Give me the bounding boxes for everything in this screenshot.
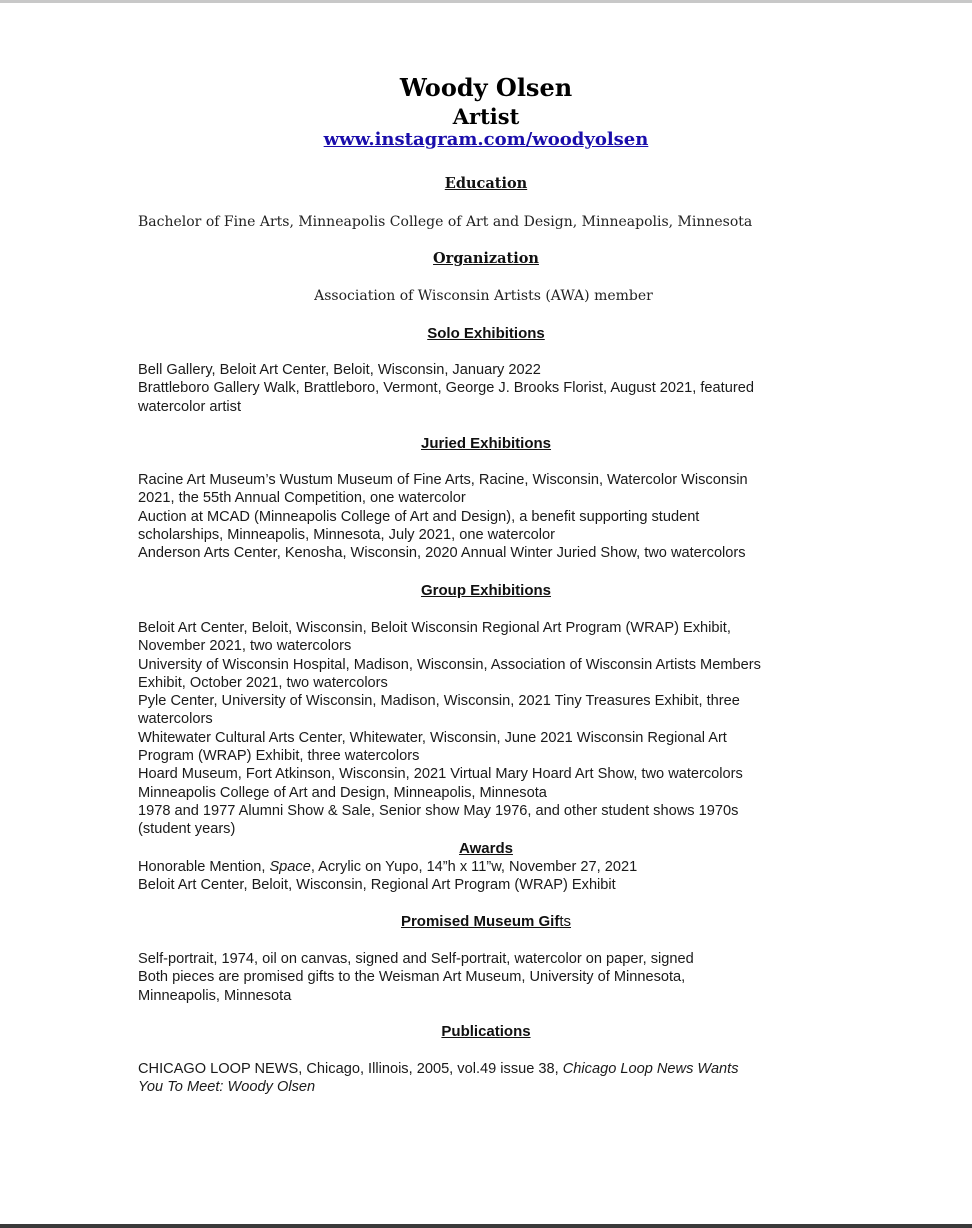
publications-heading: Publications: [441, 1023, 531, 1040]
list-item: University of Wisconsin Hospital, Madison, Wisconsin, Association of Wisconsin Artists Members: [138, 656, 761, 673]
list-item: Self-portrait, 1974, oil on canvas, signed and Self-portrait, watercolor on paper, signed: [138, 951, 694, 967]
list-item: Racine Art Museum’s Wustum Museum of Fine Arts, Racine, Wisconsin, Watercolor Wisconsin: [138, 472, 748, 488]
publication-title: Chicago Loop News Wants: [562, 1061, 739, 1077]
award-details: , Acrylic on Yupo, 14”h x 11”w, November 27, 2021: [310, 859, 638, 875]
publication-source: CHICAGO LOOP NEWS, Chicago, Illinois, 2005, vol.49 issue 38,: [138, 1061, 563, 1077]
list-item: Bell Gallery, Beloit Art Center, Beloit, Wisconsin, January 2022: [138, 362, 541, 378]
group-exhibitions-list: [138, 619, 838, 839]
list-item: Minneapolis, Minnesota: [138, 987, 292, 1004]
list-item: Program (WRAP) Exhibit, three watercolors: [138, 748, 420, 765]
solo-exhibitions-heading: Solo Exhibitions: [427, 325, 545, 342]
education-text: Bachelor of Fine Arts, Minneapolis College of Art and Design, Minneapolis, Minnesota: [138, 214, 753, 230]
list-item: Auction at MCAD (Minneapolis College of Art and Design), a benefit supporting student: [138, 508, 700, 525]
awards-heading: Awards: [459, 840, 513, 857]
list-item: [138, 1060, 838, 1078]
artist-name: Woody Olsen: [399, 73, 573, 102]
promised-gifts-heading: Promised Museum Gifts: [400, 913, 572, 930]
publications-list: [138, 1060, 838, 1097]
list-item: [138, 1078, 838, 1096]
solo-exhibitions-list: [138, 361, 838, 416]
list-item: 2021, the 55th Annual Competition, one watercolor: [138, 490, 466, 507]
artwork-title: Space: [269, 859, 311, 875]
list-item: 1978 and 1977 Alumni Show & Sale, Senior show May 1976, and other student shows 1970s: [138, 802, 739, 819]
organization-heading: Organization: [433, 250, 539, 267]
group-exhibitions-heading: Group Exhibitions: [421, 582, 551, 599]
list-item: [138, 858, 838, 876]
list-item: Both pieces are promised gifts to the Weisman Art Museum, University of Minnesota,: [138, 969, 686, 986]
list-item: Minneapolis College of Art and Design, Minneapolis, Minnesota: [138, 784, 547, 801]
list-item: watercolor artist: [138, 398, 241, 415]
juried-exhibitions-list: [138, 471, 838, 562]
page-bottom-edge: [0, 1224, 972, 1228]
list-item: Brattleboro Gallery Walk, Brattleboro, Vermont, George J. Brooks Florist, August 2021, featured: [138, 380, 754, 397]
award-prefix: Honorable Mention,: [138, 859, 270, 875]
list-item: Beloit Art Center, Beloit, Wisconsin, Beloit Wisconsin Regional Art Program (WRAP) Exhibit,: [138, 620, 731, 636]
list-item: November 2021, two watercolors: [138, 638, 352, 655]
list-item: Beloit Art Center, Beloit, Wisconsin, Regional Art Program (WRAP) Exhibit: [138, 877, 616, 894]
list-item: scholarships, Minneapolis, Minnesota, July 2021, one watercolor: [138, 526, 555, 543]
list-item: Whitewater Cultural Arts Center, Whitewater, Wisconsin, June 2021 Wisconsin Regional Art: [138, 729, 727, 746]
promised-gifts-list: [138, 950, 838, 1005]
list-item: (student years): [138, 821, 236, 838]
artist-role: Artist: [452, 104, 520, 129]
page-top-edge: [0, 0, 972, 3]
list-item: watercolors: [138, 711, 213, 728]
list-item: Hoard Museum, Fort Atkinson, Wisconsin, 2021 Virtual Mary Hoard Art Show, two watercolors: [138, 766, 743, 783]
awards-list: [138, 858, 838, 895]
education-heading: Education: [444, 175, 528, 192]
list-item: Exhibit, October 2021, two watercolors: [138, 674, 388, 691]
publication-title-continued: You To Meet: Woody Olsen: [138, 1079, 316, 1096]
list-item: Anderson Arts Center, Kenosha, Wisconsin, 2020 Annual Winter Juried Show, two watercolors: [138, 545, 746, 562]
list-item: Pyle Center, University of Wisconsin, Madison, Wisconsin, 2021 Tiny Treasures Exhibit, three: [138, 693, 740, 710]
instagram-link[interactable]: www.instagram.com/woodyolsen: [323, 129, 649, 150]
organization-text: Association of Wisconsin Artists (AWA) member: [314, 288, 653, 304]
juried-exhibitions-heading: Juried Exhibitions: [420, 435, 552, 452]
